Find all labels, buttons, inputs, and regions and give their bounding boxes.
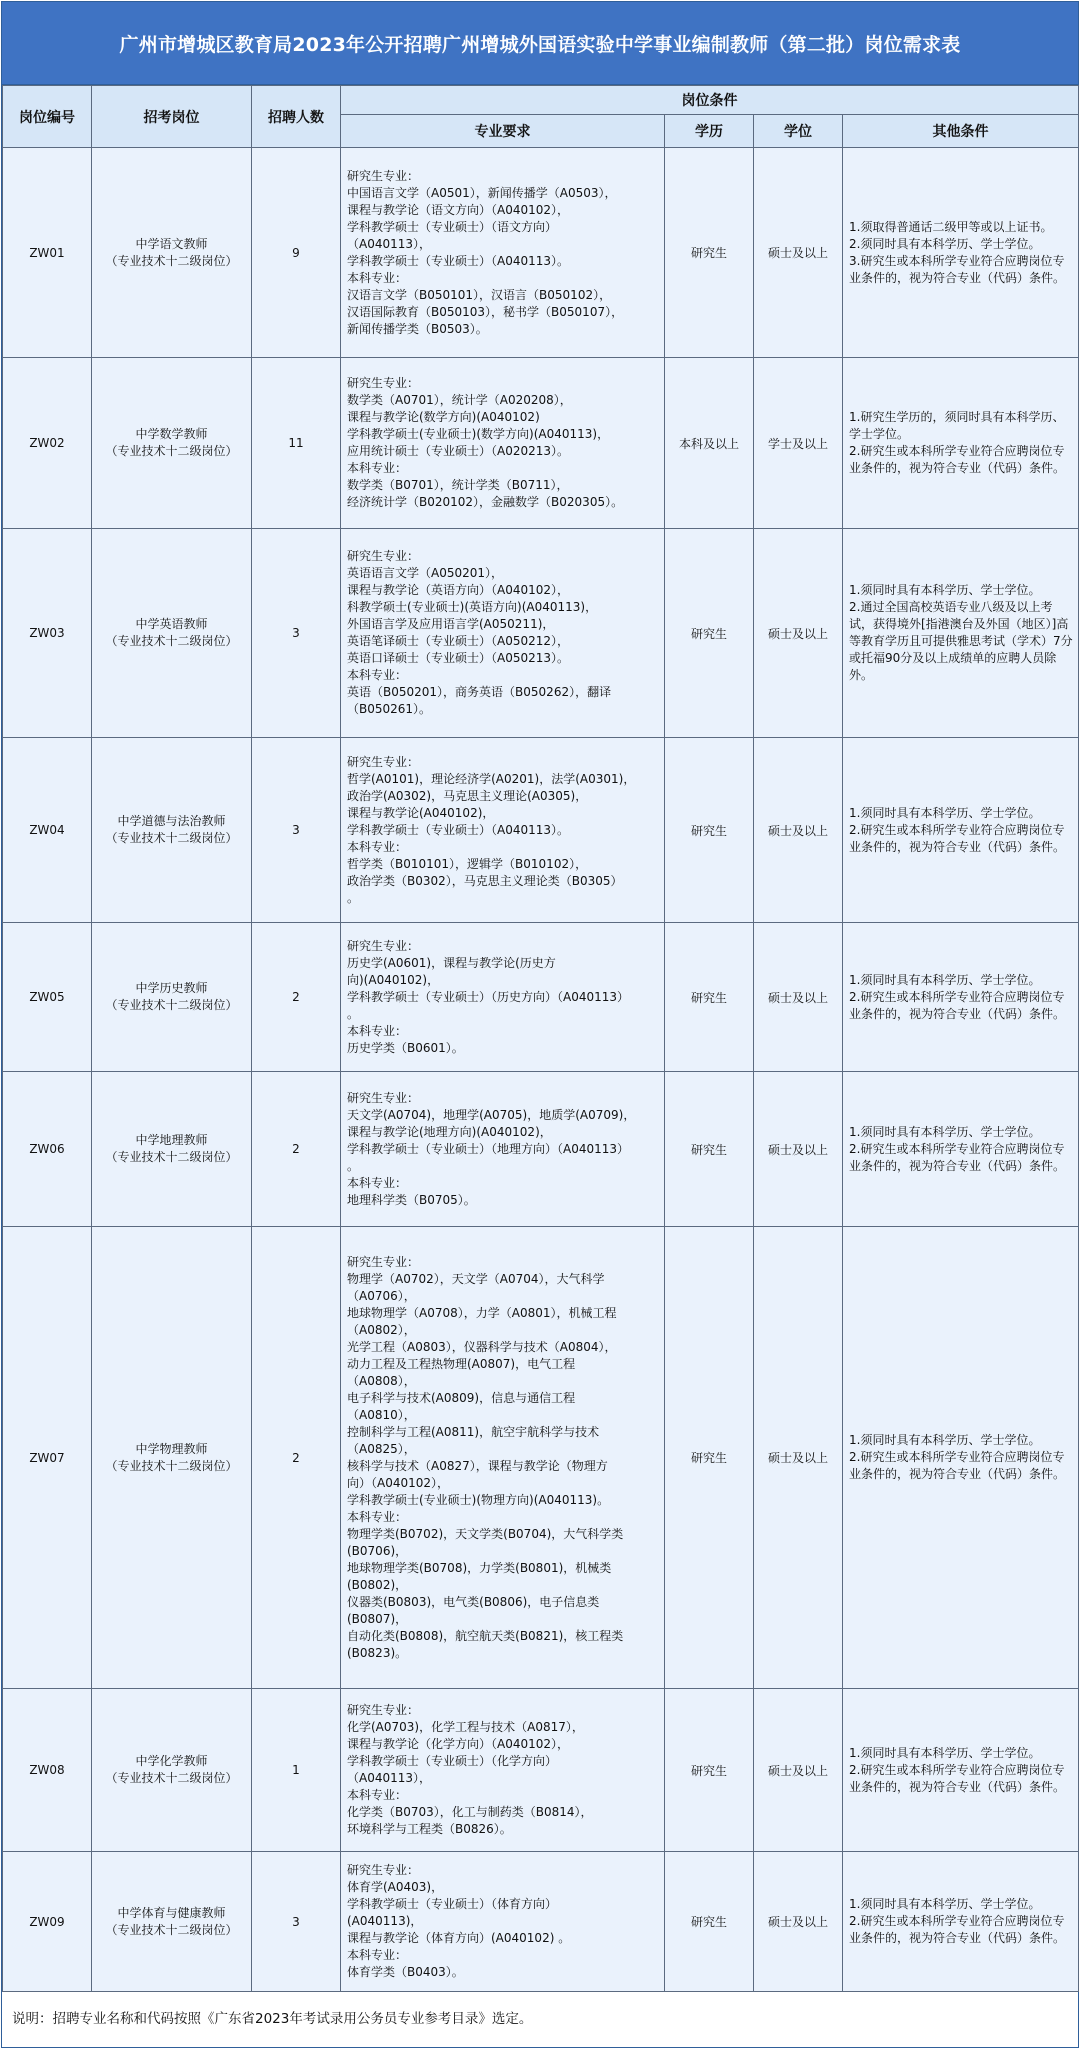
position-name: 中学英语教师 （专业技术十二级岗位） (92, 529, 252, 738)
table-row (3, 1072, 1079, 1227)
degree-requirement: 硕士及以上 (754, 148, 843, 358)
degree-requirement: 硕士及以上 (754, 1072, 843, 1227)
degree-requirement: 学士及以上 (754, 358, 843, 529)
major-requirements: 研究生专业： 历史学(A0601)，课程与教学论(历史方 向)(A040102)， 学科教学硕士（专业硕士）（历史方向）（A040113） 。 本科专业： 历史学类（B0601）。 (341, 923, 665, 1072)
hire-count: 2 (252, 1227, 341, 1689)
header-position-code: 岗位编号 (3, 86, 92, 148)
degree-requirement: 硕士及以上 (754, 529, 843, 738)
hire-count: 9 (252, 148, 341, 358)
major-requirements: 研究生专业： 化学(A0703)，化学工程与技术（A0817）， 课程与教学论（化学方向）（A040102）， 学科教学硕士（专业硕士）（化学方向） （A040113）， 本科专业： 化学类（B0703），化工与制药类（B0814）， 环境科学与工程类（B0826）。 (341, 1689, 665, 1852)
major-requirements: 研究生专业： 英语语言文学（A050201）， 课程与教学论（英语方向）（A040102）， 科教学硕士(专业硕士)(英语方向)(A040113)， 外国语言学及应用语言学(A050211)， 英语笔译硕士（专业硕士）（A050212）， 英语口译硕士（专业硕士）（A050213）。 本科专业： 英语（B050201），商务英语（B050262），翻译 （B050261）。 (341, 529, 665, 738)
header-education: 学历 (665, 115, 754, 148)
table-row (3, 1852, 1079, 1992)
degree-requirement: 硕士及以上 (754, 1227, 843, 1689)
position-name: 中学道德与法治教师 （专业技术十二级岗位） (92, 738, 252, 923)
education-requirement: 研究生 (665, 148, 754, 358)
position-name: 中学数学教师 （专业技术十二级岗位） (92, 358, 252, 529)
table-row (3, 148, 1079, 358)
position-code: ZW03 (3, 529, 92, 738)
table-row (3, 1227, 1079, 1689)
header-major-requirements: 专业要求 (341, 115, 665, 148)
position-code: ZW04 (3, 738, 92, 923)
other-conditions: 1.须同时具有本科学历、学士学位。 2.研究生或本科所学专业符合应聘岗位专业条件的，视为符合专业（代码）条件。 (843, 738, 1079, 923)
education-requirement: 研究生 (665, 1227, 754, 1689)
table-row (3, 1689, 1079, 1852)
table-row (3, 358, 1079, 529)
education-requirement: 研究生 (665, 529, 754, 738)
document-title: 广州市增城区教育局2023年公开招聘广州增城外国语实验中学事业编制教师（第二批）岗位需求表 (2, 2, 1078, 85)
position-requirements-table (2, 85, 1079, 1992)
header-other-conditions: 其他条件 (843, 115, 1079, 148)
other-conditions: 1.须同时具有本科学历、学士学位。 2.研究生或本科所学专业符合应聘岗位专业条件的，视为符合专业（代码）条件。 (843, 1072, 1079, 1227)
table-row (3, 738, 1079, 923)
header-position-conditions: 岗位条件 (341, 86, 1079, 115)
position-code: ZW06 (3, 1072, 92, 1227)
table-row (3, 529, 1079, 738)
position-name: 中学历史教师 （专业技术十二级岗位） (92, 923, 252, 1072)
other-conditions: 1.须同时具有本科学历、学士学位。 2.研究生或本科所学专业符合应聘岗位专业条件的，视为符合专业（代码）条件。 (843, 923, 1079, 1072)
education-requirement: 研究生 (665, 1852, 754, 1992)
position-name: 中学地理教师 （专业技术十二级岗位） (92, 1072, 252, 1227)
other-conditions: 1.研究生学历的，须同时具有本科学历、学士学位。 2.研究生或本科所学专业符合应聘岗位专业条件的，视为符合专业（代码）条件。 (843, 358, 1079, 529)
position-name: 中学体育与健康教师 （专业技术十二级岗位） (92, 1852, 252, 1992)
position-name: 中学物理教师 （专业技术十二级岗位） (92, 1227, 252, 1689)
position-code: ZW05 (3, 923, 92, 1072)
recruitment-table-document (1, 1, 1079, 2048)
table-row (3, 923, 1079, 1072)
other-conditions: 1.须取得普通话二级甲等或以上证书。 2.须同时具有本科学历、学士学位。 3.研究生或本科所学专业符合应聘岗位专业条件的，视为符合专业（代码）条件。 (843, 148, 1079, 358)
position-code: ZW09 (3, 1852, 92, 1992)
degree-requirement: 硕士及以上 (754, 923, 843, 1072)
education-requirement: 本科及以上 (665, 358, 754, 529)
hire-count: 2 (252, 923, 341, 1072)
hire-count: 3 (252, 529, 341, 738)
other-conditions: 1.须同时具有本科学历、学士学位。 2.研究生或本科所学专业符合应聘岗位专业条件的，视为符合专业（代码）条件。 (843, 1227, 1079, 1689)
footnote: 说明：招聘专业名称和代码按照《广东省2023年考试录用公务员专业参考目录》选定。 (2, 1992, 1078, 2041)
header-position-name: 招考岗位 (92, 86, 252, 148)
degree-requirement: 硕士及以上 (754, 1852, 843, 1992)
major-requirements: 研究生专业： 中国语言文学（A0501），新闻传播学（A0503）， 课程与教学论（语文方向）（A040102）， 学科教学硕士（专业硕士）（语文方向） （A040113）， 学科教学硕士（专业硕士）（A040113）。 本科专业： 汉语言文学（B050101），汉语言（B050102）， 汉语国际教育（B050103），秘书学（B050107）， 新闻传播学类（B0503）。 (341, 148, 665, 358)
major-requirements: 研究生专业： 哲学(A0101)，理论经济学(A0201)，法学(A0301)， 政治学(A0302)，马克思主义理论(A0305)， 课程与教学论(A040102)， 学科教学硕士（专业硕士）（A040113）。 本科专业： 哲学类（B010101），逻辑学（B010102）， 政治学类（B0302），马克思主义理论类（B0305） 。 (341, 738, 665, 923)
other-conditions: 1.须同时具有本科学历、学士学位。 2.研究生或本科所学专业符合应聘岗位专业条件的，视为符合专业（代码）条件。 (843, 1689, 1079, 1852)
hire-count: 1 (252, 1689, 341, 1852)
position-code: ZW02 (3, 358, 92, 529)
major-requirements: 研究生专业： 物理学（A0702），天文学（A0704），大气科学 （A0706）， 地球物理学（A0708），力学（A0801），机械工程 （A0802）， 光学工程（A0803），仪器科学与技术（A0804）， 动力工程及工程热物理(A0807)，电气工程 （A0808）， 电子科学与技术(A0809)，信息与通信工程 （A0810）， 控制科学与工程(A0811)，航空宇航科学与技术 （A0825）， 核科学与技术（A0827），课程与教学论（物理方 向）（A040102）， 学科教学硕士(专业硕士)(物理方向)(A040113)。 本科专业： 物理学类(B0702)，天文学类(B0704)，大气科学类 (B0706)， 地球物理学类(B0708)，力学类(B0801)，机械类 (B0802)， 仪器类(B0803)，电气类(B0806)，电子信息类 (B0807)， 自动化类(B0808)，航空航天类(B0821)，核工程类 (B0823)。 (341, 1227, 665, 1689)
hire-count: 2 (252, 1072, 341, 1227)
hire-count: 3 (252, 738, 341, 923)
position-code: ZW07 (3, 1227, 92, 1689)
position-name: 中学化学教师 （专业技术十二级岗位） (92, 1689, 252, 1852)
education-requirement: 研究生 (665, 738, 754, 923)
education-requirement: 研究生 (665, 1689, 754, 1852)
other-conditions: 1.须同时具有本科学历、学士学位。 2.通过全国高校英语专业八级及以上考试，获得境外[指港澳台及外国（地区）]高等教育学历且可提供雅思考试（学术）7分或托福90分及以上成绩单的应聘人员除外。 (843, 529, 1079, 738)
major-requirements: 研究生专业： 体育学(A0403)， 学科教学硕士（专业硕士）（体育方向） (A040113)， 课程与教学论（体育方向）(A040102) 。 本科专业： 体育学类（B0403）。 (341, 1852, 665, 1992)
education-requirement: 研究生 (665, 1072, 754, 1227)
degree-requirement: 硕士及以上 (754, 738, 843, 923)
header-degree: 学位 (754, 115, 843, 148)
major-requirements: 研究生专业： 数学类（A0701），统计学（A020208）， 课程与教学论(数学方向)(A040102) 学科教学硕士(专业硕士)(数学方向)(A040113)， 应用统计硕士（专业硕士）（A020213）。 本科专业： 数学类（B0701），统计学类（B0711）， 经济统计学（B020102），金融数学（B020305）。 (341, 358, 665, 529)
other-conditions: 1.须同时具有本科学历、学士学位。 2.研究生或本科所学专业符合应聘岗位专业条件的，视为符合专业（代码）条件。 (843, 1852, 1079, 1992)
education-requirement: 研究生 (665, 923, 754, 1072)
position-code: ZW08 (3, 1689, 92, 1852)
hire-count: 11 (252, 358, 341, 529)
position-name: 中学语文教师 （专业技术十二级岗位） (92, 148, 252, 358)
major-requirements: 研究生专业： 天文学(A0704)，地理学(A0705)，地质学(A0709)， 课程与教学论(地理方向)(A040102)， 学科教学硕士（专业硕士）（地理方向）（A040113） 。 本科专业： 地理科学类（B0705）。 (341, 1072, 665, 1227)
degree-requirement: 硕士及以上 (754, 1689, 843, 1852)
header-hire-count: 招聘人数 (252, 86, 341, 148)
position-code: ZW01 (3, 148, 92, 358)
hire-count: 3 (252, 1852, 341, 1992)
